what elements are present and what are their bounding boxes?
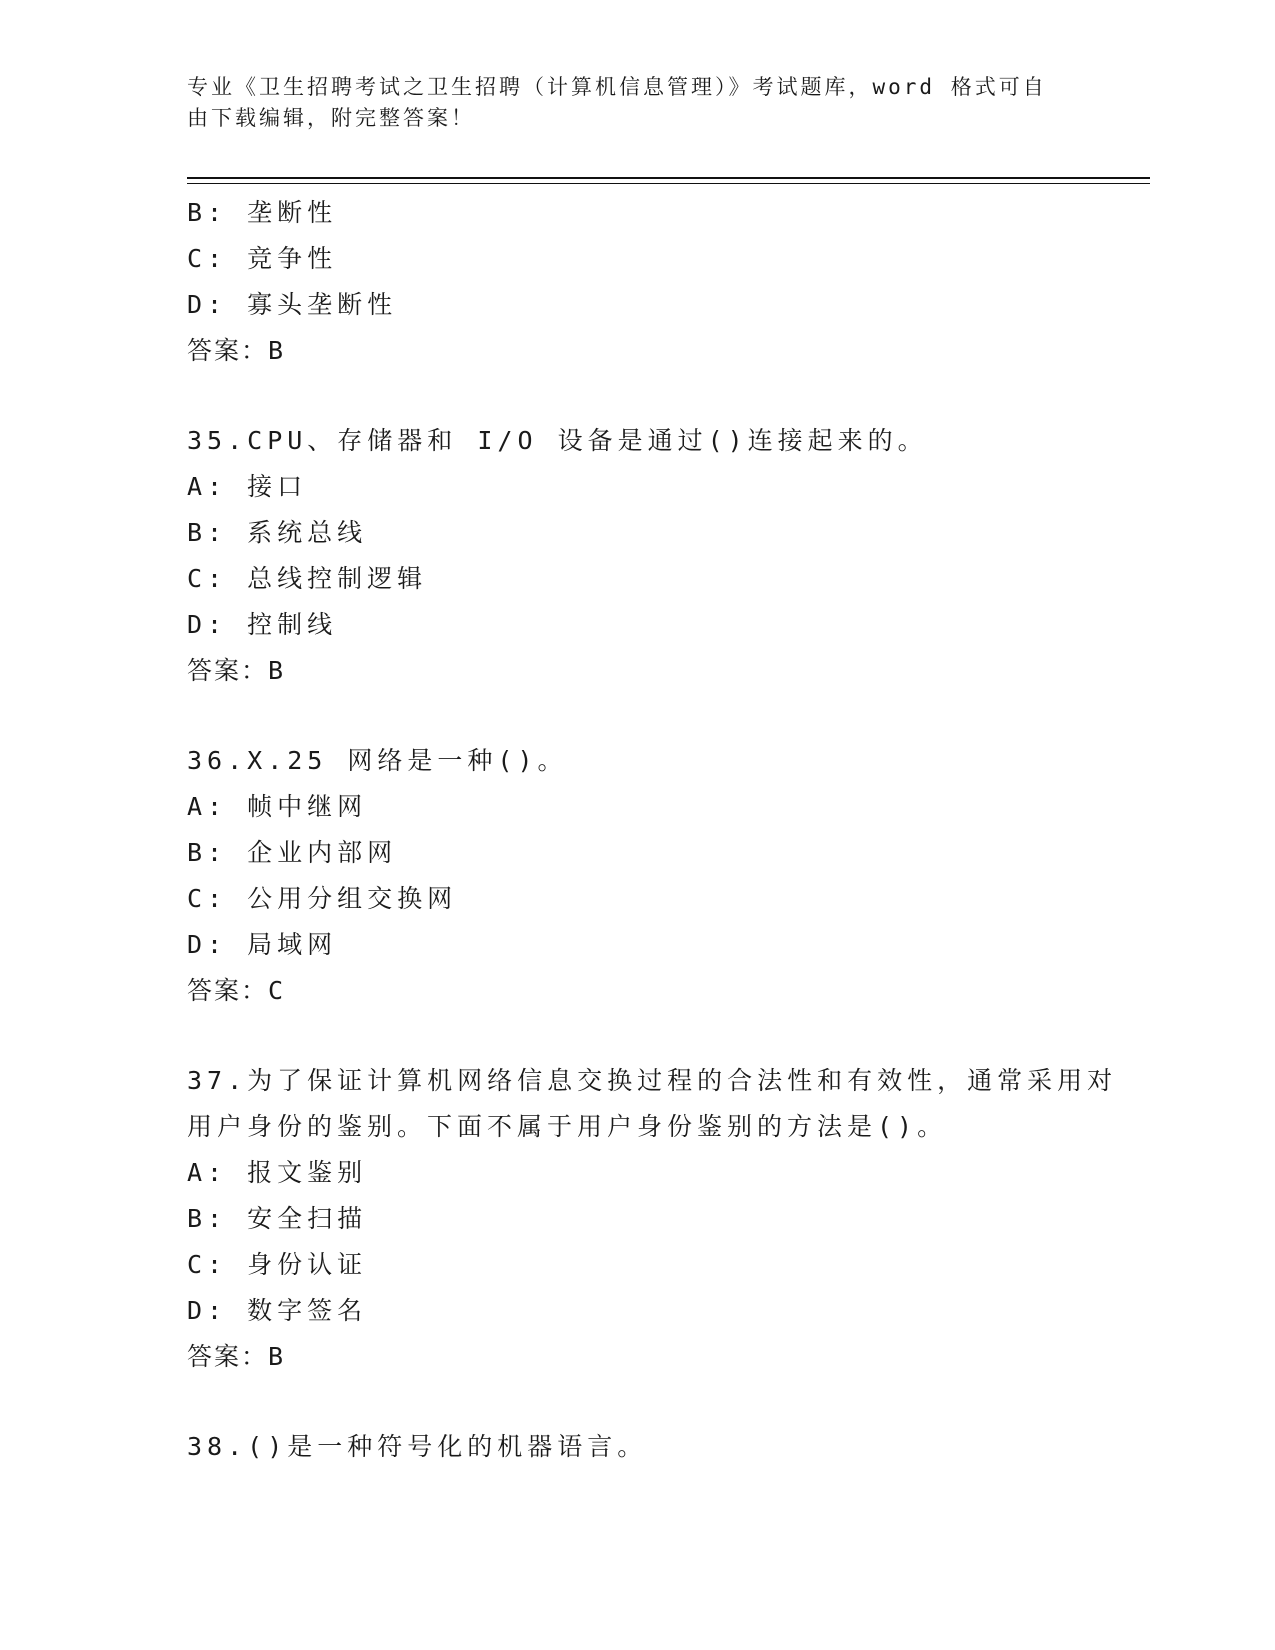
header-line-1: 专业《卫生招聘考试之卫生招聘（计算机信息管理）》考试题库，word 格式可自 [187,75,1047,99]
option-c: C: 竞争性 [187,244,338,273]
header-rule-thin [187,183,1150,184]
question-list [187,190,1118,1470]
answer: 答案：B [187,1342,286,1371]
question-text: 36.X.25 网络是一种()。 [187,746,568,775]
answer: 答案：B [187,336,286,365]
question-38 [187,1424,1087,1470]
question-text: 38.()是一种符号化的机器语言。 [187,1432,648,1461]
option-b: B: 安全扫描 [187,1204,368,1233]
option-c: C: 总线控制逻辑 [187,564,428,593]
prev-question [187,190,1087,374]
option-b: B: 系统总线 [187,518,368,547]
option-c: C: 身份认证 [187,1250,368,1279]
answer: 答案：B [187,656,286,685]
header-line-2: 由下载编辑，附完整答案！ [187,106,475,130]
option-d: D: 寡头垄断性 [187,290,398,319]
option-d: D: 控制线 [187,610,338,639]
option-a: A: 报文鉴别 [187,1158,368,1187]
question-text: 35.CPU、存储器和 I/O 设备是通过()连接起来的。 [187,426,928,455]
option-a: A: 接口 [187,472,308,501]
document-header [187,72,1087,134]
question-35 [187,418,1087,694]
header-rule-thick [187,177,1150,179]
option-d: D: 局域网 [187,930,338,959]
option-d: D: 数字签名 [187,1296,368,1325]
question-37 [187,1058,1118,1380]
option-b: B: 企业内部网 [187,838,398,867]
question-text-line-2: 用户身份的鉴别。下面不属于用户身份鉴别的方法是()。 [187,1112,948,1141]
option-c: C: 公用分组交换网 [187,884,458,913]
answer: 答案：C [187,976,286,1005]
question-36 [187,738,1087,1014]
option-a: A: 帧中继网 [187,792,368,821]
question-text-line-1: 37.为了保证计算机网络信息交换过程的合法性和有效性，通常采用对 [187,1066,1118,1095]
option-b: B: 垄断性 [187,198,338,227]
